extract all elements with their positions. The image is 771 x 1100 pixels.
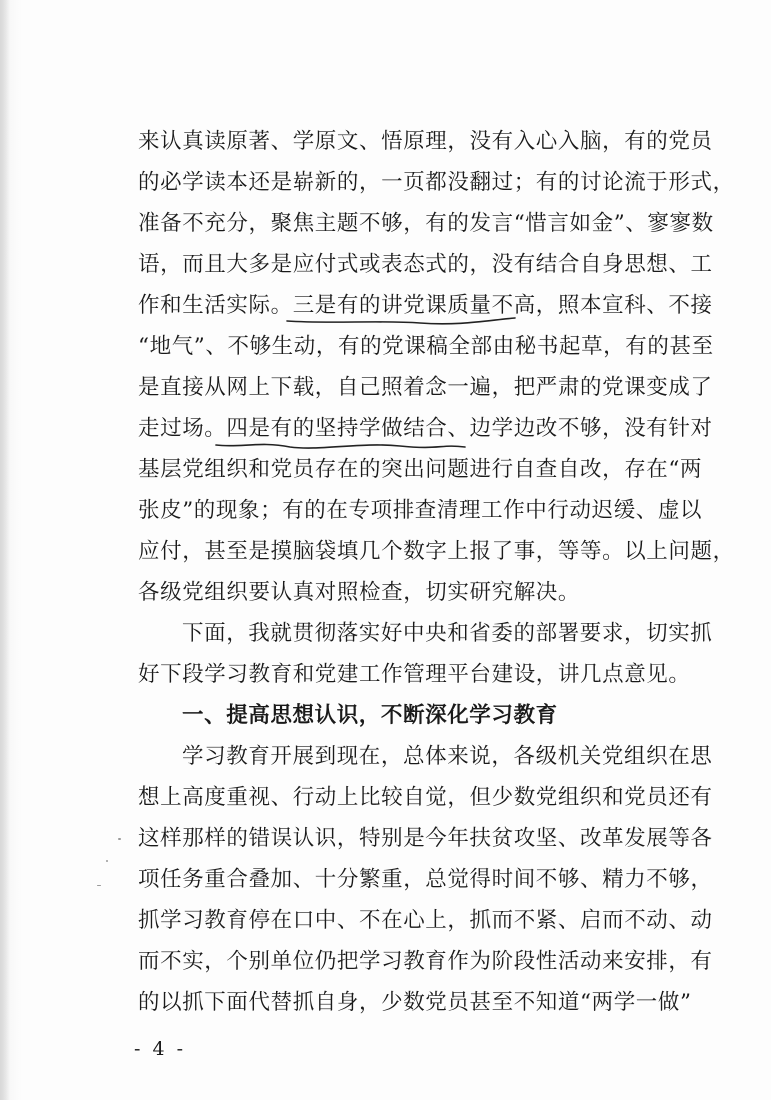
scan-shadow-edge bbox=[0, 0, 10, 1100]
text-line-21: 而不实，个别单位仍把学习教育作为阶段性活动来安排，有 bbox=[138, 949, 713, 974]
text-line-12: 各级党组织要认真对照检查，切实研究解决。 bbox=[138, 580, 581, 605]
text-line-20: 抓学习教育停在口中、不在心上，抓而不紧、启而不动、动 bbox=[138, 908, 713, 933]
section-heading: 一、提高思想认识，不断深化学习教育 bbox=[182, 703, 558, 728]
text-line-22: 的以抓下面代替抓自身，少数党员甚至不知道“两学一做” bbox=[138, 990, 692, 1015]
scan-speck bbox=[118, 838, 121, 840]
text-line-7: 是直接从网上下载，自己照着念一遍，把严肃的党课变成了 bbox=[138, 375, 713, 400]
text-line-9: 基层党组织和党员存在的突出问题进行自查自改，存在“两 bbox=[138, 457, 703, 482]
text-line-17: 想上高度重视、行动上比较自觉，但少数党组织和党员还有 bbox=[138, 785, 713, 810]
text-line-14: 好下段学习教育和党建工作管理平台建设，讲几点意见。 bbox=[138, 662, 691, 687]
text-line-18: 这样那样的错误认识，特别是今年扶贫攻坚、改革发展等各 bbox=[138, 826, 713, 851]
page-number: - 4 - bbox=[134, 1038, 187, 1060]
text-line-11: 应付，甚至是摸脑袋填几个数字上报了事，等等。以上问题， bbox=[138, 539, 735, 564]
text-line-6: “地气”、不够生动，有的党课稿全部由秘书起草，有的甚至 bbox=[138, 334, 714, 359]
pen-underline-2 bbox=[216, 444, 465, 448]
scan-speck bbox=[106, 860, 108, 862]
text-line-1: 来认真读原著、学原文、悟原理，没有入心入脑，有的党员 bbox=[138, 129, 713, 154]
text-line-3: 准备不充分，聚焦主题不够，有的发言“惜言如金”、寥寥数 bbox=[138, 211, 714, 236]
scan-speck bbox=[97, 885, 101, 886]
text-line-2: 的必学读本还是崭新的，一页都没翻过；有的讨论流于形式， bbox=[138, 170, 735, 195]
text-line-19: 项任务重合叠加、十分繁重，总觉得时间不够、精力不够， bbox=[138, 867, 713, 892]
text-line-8: 走过场。四是有的坚持学做结合、边学边改不够，没有针对 bbox=[138, 416, 713, 441]
text-line-4: 语，而且大多是应付式或表态式的，没有结合自身思想、工 bbox=[138, 252, 713, 277]
text-line-13: 下面，我就贯彻落实好中央和省委的部署要求，切实抓 bbox=[182, 621, 713, 646]
text-line-5: 作和生活实际。三是有的讲党课质量不高，照本宣科、不接 bbox=[138, 293, 713, 318]
text-line-10: 张皮”的现象；有的在专项排查清理工作中行动迟缓、虚以 bbox=[138, 498, 703, 523]
text-line-16: 学习教育开展到现在，总体来说，各级机关党组织在思 bbox=[182, 744, 713, 769]
